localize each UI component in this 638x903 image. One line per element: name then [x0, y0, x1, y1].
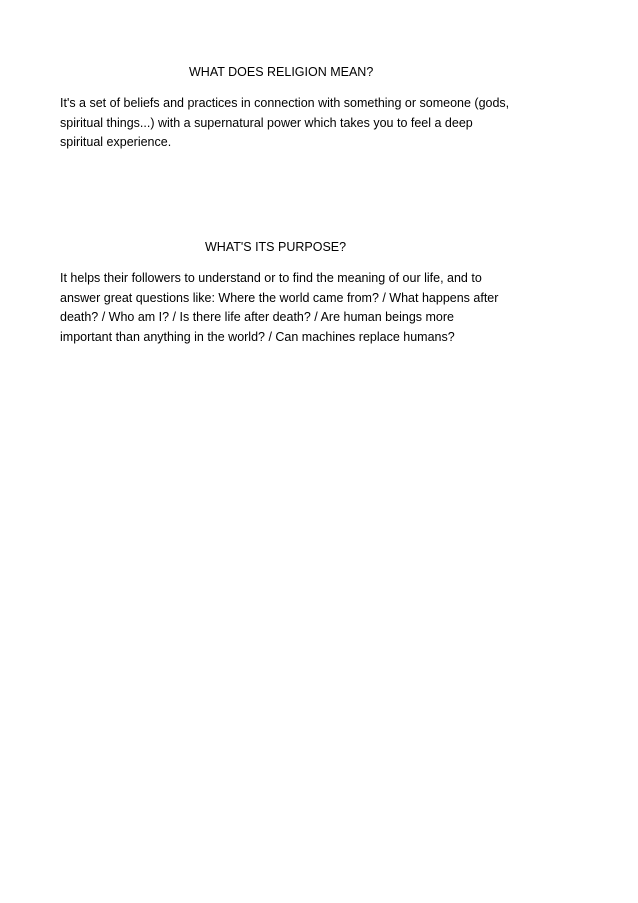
paragraph-line: It's a set of beliefs and practices in connection with something or someone (gods, [60, 96, 510, 110]
paragraph-line: death? / Who am I? / Is there life after death? / Are human beings more [60, 310, 454, 324]
paragraph-line: answer great questions like: Where the world came from? / What happens after [60, 290, 499, 305]
section-heading-purpose: WHAT'S ITS PURPOSE? [205, 240, 347, 254]
paragraph-line: It helps their followers to understand or to find the meaning of our life, and to [60, 271, 482, 285]
paragraph-line: spiritual things...) with a supernatural power which takes you to feel a deep [60, 115, 473, 130]
paragraph-line: spiritual experience. [60, 135, 172, 149]
section-paragraph-purpose [60, 269, 590, 347]
section-paragraph-religion-meaning [60, 94, 590, 153]
paragraph-line: important than anything in the world? / Can machines replace humans? [60, 329, 455, 344]
section-heading-religion-meaning: WHAT DOES RELIGION MEAN? [189, 65, 374, 79]
